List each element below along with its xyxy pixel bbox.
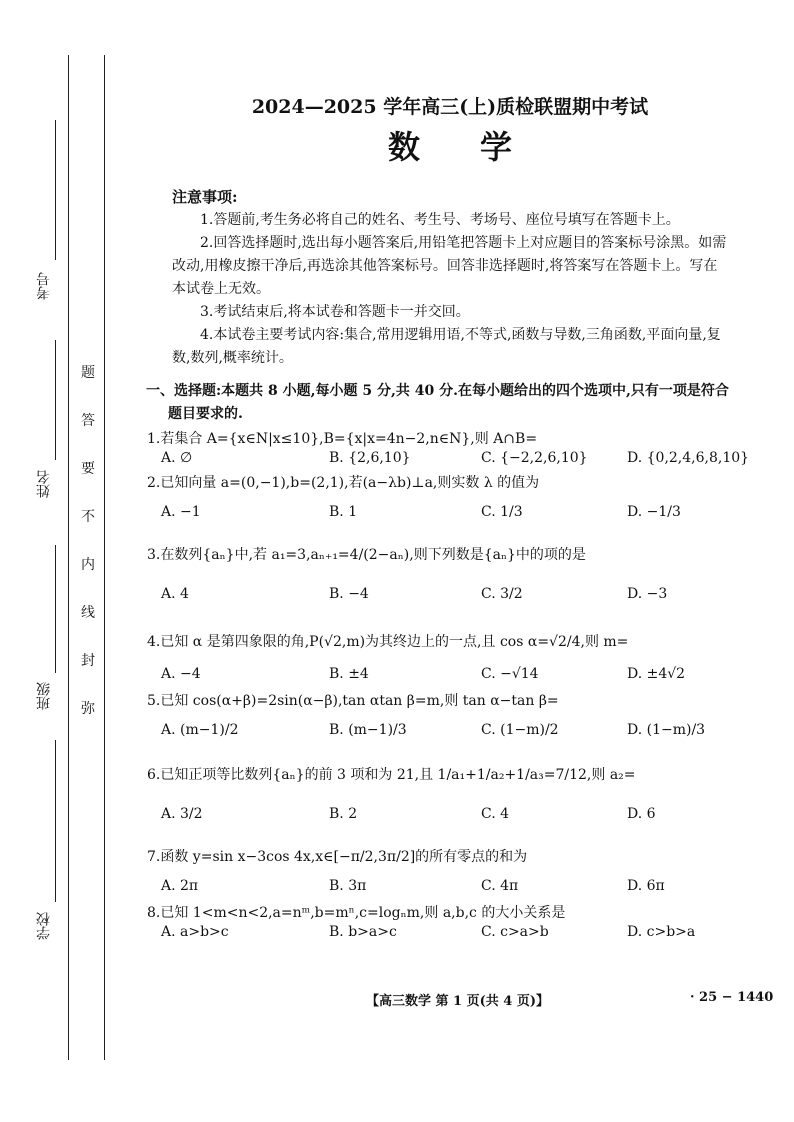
option[interactable]: D. 6: [627, 806, 656, 822]
section-heading: [146, 380, 758, 426]
seal-char: 不: [81, 509, 95, 525]
notice-block: [172, 186, 728, 370]
option[interactable]: C. (1−m)/2: [481, 722, 559, 738]
option[interactable]: D. 6π: [627, 878, 665, 894]
seal-char: 内: [81, 557, 95, 573]
option[interactable]: A. (m−1)/2: [161, 722, 239, 738]
option[interactable]: D. (1−m)/3: [627, 722, 706, 738]
option[interactable]: A. ∅: [161, 450, 193, 466]
exam-no-underline[interactable]: [55, 120, 56, 260]
option[interactable]: A. a>b>c: [161, 924, 229, 940]
option[interactable]: A. −1: [161, 504, 201, 520]
option[interactable]: C. 4π: [481, 878, 519, 894]
exam-title: 2024—2025 学年高三(上)质检联盟期中考试: [251, 96, 649, 118]
binding-line-right: [104, 55, 105, 1060]
option[interactable]: D. −3: [627, 586, 668, 602]
question-stem: 6.已知正项等比数列{aₙ}的前 3 项和为 21,且 1/a₁+1/a₂+1/a₃=7/12,则 a₂=: [147, 767, 636, 783]
school-label: 学校: [36, 912, 52, 940]
option[interactable]: D. c>b>a: [627, 924, 696, 940]
option[interactable]: C. {−2,2,6,10}: [481, 450, 588, 466]
notice-item: 2.回答选择题时,选出每小题答案后,用铅笔把答题卡上对应题目的答案标号涂黑。如需改动,用橡皮擦干净后,再选涂其他答案标号。回答非选择题时,将答案写在答题卡上。写在本试卷上无效。: [172, 235, 727, 297]
notice-heading: 注意事项:: [172, 188, 238, 206]
options-row: [161, 924, 761, 954]
option[interactable]: D. −1/3: [627, 504, 681, 520]
seal-char: 答: [81, 413, 95, 429]
notice-item: 3.考试结束后,将本试卷和答题卡一并交回。: [200, 304, 470, 320]
option[interactable]: B. 3π: [329, 878, 367, 894]
option[interactable]: A. 2π: [161, 878, 199, 894]
question-stem: 7.函数 y=sin x−3cos 4x,x∈[−π/2,3π/2]的所有零点的和为: [147, 849, 528, 865]
seal-char: 弥: [81, 701, 95, 717]
question-stem: 1.若集合 A={x∈N|x≤10},B={x|x=4n−2,n∈N},则 A∩B=: [147, 431, 538, 447]
option[interactable]: B. (m−1)/3: [329, 722, 407, 738]
option[interactable]: A. 4: [161, 586, 189, 602]
seal-char: 线: [81, 605, 95, 621]
seal-char: 题: [81, 365, 95, 381]
question-stem: 4.已知 α 是第四象限的角,P(√2,m)为其终边上的一点,且 cos α=√2/4,则 m=: [147, 634, 629, 650]
seal-char: 封: [81, 653, 95, 669]
option[interactable]: C. 1/3: [481, 504, 523, 520]
name-label: 姓名: [36, 470, 52, 498]
school-underline[interactable]: [55, 740, 56, 902]
option[interactable]: A. 3/2: [161, 806, 203, 822]
option[interactable]: D. {0,2,4,6,8,10}: [627, 450, 750, 466]
class-label: 班级: [36, 682, 52, 710]
name-underline[interactable]: [55, 340, 56, 460]
option[interactable]: C. c>a>b: [481, 924, 549, 940]
subject-title: 数学: [387, 128, 572, 166]
exam-no-label: 考号: [36, 272, 52, 300]
binding-line-left: [68, 55, 69, 1060]
options-row: [161, 722, 761, 752]
notice-item: 1.答题前,考生务必将自己的姓名、考生号、考场号、座位号填写在答题卡上。: [200, 212, 680, 228]
option[interactable]: B. 1: [329, 504, 358, 520]
question-stem: 2.已知向量 a=(0,−1),b=(2,1),若(a−λb)⊥a,则实数 λ 的值为: [147, 475, 540, 491]
option[interactable]: C. 3/2: [481, 586, 523, 602]
option[interactable]: B. {2,6,10}: [329, 450, 411, 466]
seal-char: 要: [81, 461, 95, 477]
notice-item: 4.本试卷主要考试内容:集合,常用逻辑用语,不等式,函数与导数,三角函数,平面向量,复数,数列,概率统计。: [172, 327, 721, 366]
section-heading-line1: 一、选择题:本题共 8 小题,每小题 5 分,共 40 分.在每小题给出的四个选项中,只有一项是符合: [146, 383, 729, 399]
option[interactable]: D. ±4√2: [627, 666, 686, 682]
page-footer: 【高三数学 第 1 页(共 4 页)】: [366, 994, 550, 1009]
question-stem: 5.已知 cos(α+β)=2sin(α−β),tan αtan β=m,则 tan α−tan β=: [147, 693, 559, 709]
class-underline[interactable]: [55, 545, 56, 673]
option[interactable]: C. 4: [481, 806, 510, 822]
paper-code: · 25 − 1440: [690, 990, 774, 1005]
section-heading-line2: 题目要求的.: [168, 406, 243, 422]
option[interactable]: B. 2: [329, 806, 358, 822]
option[interactable]: B. −4: [329, 586, 369, 602]
option[interactable]: B. b>a>c: [329, 924, 397, 940]
option[interactable]: C. −√14: [481, 666, 539, 682]
question-stem: 3.在数列{aₙ}中,若 a₁=3,aₙ₊₁=4/(2−aₙ),则下列数是{aₙ}中的项的是: [147, 547, 586, 563]
options-row: [161, 586, 761, 616]
options-row: [161, 806, 761, 836]
option[interactable]: A. −4: [161, 666, 201, 682]
option[interactable]: B. ±4: [329, 666, 369, 682]
question-stem: 8.已知 1<m<n<2,a=nᵐ,b=mⁿ,c=logₙm,则 a,b,c 的大小关系是: [147, 905, 566, 921]
options-row: [161, 504, 761, 534]
